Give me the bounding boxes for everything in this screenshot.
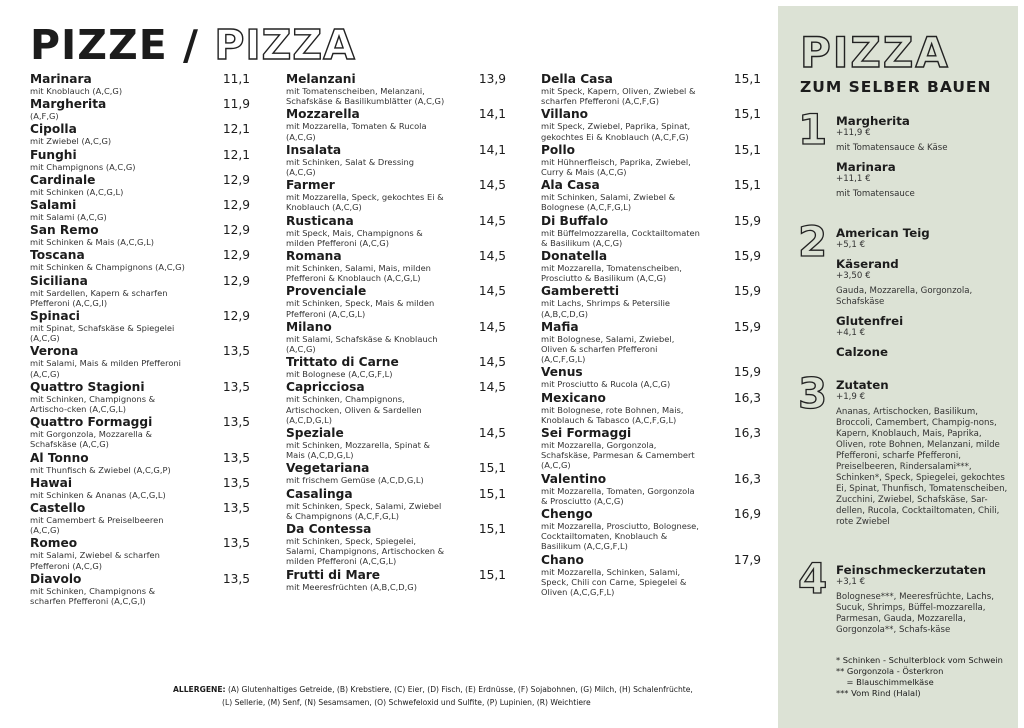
build-step (798, 554, 1013, 642)
menu-item (541, 553, 761, 598)
menu-item (30, 415, 250, 449)
item-name: Insalata (286, 142, 342, 157)
item-price: 15,9 (733, 365, 761, 380)
item-description: mit Gorgonzola, Mozzarella & Schafskäse (A,C,G) (30, 429, 152, 450)
item-name: Romana (286, 249, 342, 264)
item-description: mit Schinken, Salat & Dressing (A,C,G) (286, 156, 415, 178)
item-name: Castello (30, 501, 86, 516)
menu-column-3 (541, 72, 761, 598)
menu-item (286, 568, 506, 592)
item-description: mit Schinken, Salami, Mais, milden Pfefferoni & Knoblauch (A,C,G,L) (286, 263, 431, 284)
item-price: 12,1 (222, 122, 250, 137)
menu-item (541, 143, 761, 177)
menu-column-1 (30, 72, 250, 607)
item-description: mit Bolognese, rote Bohnen, Mais, Knoblauch & Tabasco (A,C,F,G,L) (541, 404, 684, 425)
item-price: 12,9 (222, 273, 250, 288)
item-description: mit Büffelmozzarella, Cocktailtomaten & Basilikum (A,C,G) (541, 227, 700, 248)
item-name: Ala Casa (541, 178, 600, 193)
item-description: mit Schinken & Mais (A,C,G,L) (30, 237, 154, 248)
item-description: mit Speck, Kapern, Oliven, Zwiebel & scharfen Pfefferoni (A,C,F,G) (541, 86, 696, 107)
step-option (836, 378, 1013, 528)
menu-item (541, 320, 761, 365)
item-name: Da Contessa (286, 522, 372, 537)
option-price: +1,9 € (836, 392, 866, 402)
item-price: 14,5 (478, 249, 506, 264)
item-name: Spinaci (30, 309, 80, 324)
item-description: mit Mozzarella, Schinken, Salami, Speck, Chili con Carne, Spiegelei & Oliven (A,C,G,F,L) (541, 566, 687, 598)
item-description: mit Speck, Mais, Champignons & milden Pfefferoni (A,C,G) (286, 227, 423, 248)
menu-item (541, 249, 761, 283)
step-options (836, 226, 1013, 359)
item-price: 13,5 (222, 344, 250, 359)
item-price: 14,1 (478, 142, 506, 157)
item-description: mit Salami, Zwiebel & scharfen Pfefferoni (A,C,G) (30, 550, 160, 571)
menu-item (30, 198, 250, 222)
option-name: Käserand (836, 257, 899, 271)
item-description: mit Salami, Schafskäse & Knoblauch (A,C,G) (286, 333, 438, 355)
item-price: 17,9 (733, 552, 761, 567)
item-price: 16,3 (733, 390, 761, 405)
item-description: mit Bolognese, Salami, Zwiebel, Oliven & scharfen Pfefferoni (A,C,F,G,L) (541, 333, 675, 365)
menu-item (541, 472, 761, 506)
step-options (836, 114, 1013, 200)
item-name: Casalinga (286, 486, 353, 501)
item-name: Sei Formaggi (541, 426, 632, 441)
item-description: mit Camembert & Preiselbeeren (A,C,G) (30, 515, 164, 536)
item-price: 15,1 (733, 72, 761, 86)
allergen-line-2: (L) Sellerie, (M) Senf, (N) Sesamsamen, (O) Schwefeloxid und Sulfite, (P) Lupinien, (R) Weichtiere (222, 697, 591, 707)
step-option (836, 226, 1013, 251)
option-name: Glutenfrei (836, 314, 904, 328)
item-name: Chano (541, 552, 584, 567)
menu-column-2 (286, 72, 506, 593)
item-name: Quattro Formaggi (30, 415, 153, 430)
option-description: Gauda, Mozzarella, Gorgonzola, Schafskäse (836, 286, 973, 307)
item-name: Toscana (30, 248, 85, 263)
menu-item (286, 249, 506, 283)
option-name: Margherita (836, 114, 910, 128)
item-description: mit frischem Gemüse (A,C,D,G,L) (286, 475, 424, 486)
item-name: Donatella (541, 249, 608, 264)
item-price: 13,5 (222, 536, 250, 551)
item-description: mit Thunfisch & Zwiebel (A,C,G,P) (30, 464, 171, 475)
page-title (30, 22, 356, 68)
item-description: mit Schinken (A,C,G,L) (30, 186, 124, 197)
item-price: 14,5 (478, 380, 506, 395)
item-price: 15,1 (478, 486, 506, 501)
item-description: mit Schinken, Champignons & Artischo-cken (A,C,G,L) (30, 393, 156, 415)
menu-item (30, 476, 250, 500)
option-price: +5,1 € (836, 240, 866, 250)
item-name: Al Tonno (30, 450, 89, 465)
menu-item (286, 72, 506, 106)
menu-item (541, 507, 761, 552)
menu-item (30, 72, 250, 96)
menu-item (30, 572, 250, 606)
item-name: Della Casa (541, 72, 613, 86)
menu-item (286, 143, 506, 177)
item-price: 16,3 (733, 471, 761, 486)
item-price: 15,9 (733, 319, 761, 334)
item-description: mit Schinken, Speck, Spiegelei, Salami, Champignons, Artischocken & milden Pfefferoni (A,C,G,L) (286, 536, 445, 567)
option-name: Calzone (836, 345, 889, 359)
item-description: mit Schinken, Salami, Zwiebel & Bolognese (A,C,F,G,L) (541, 192, 676, 213)
menu-item (286, 522, 506, 567)
option-name: Zutaten (836, 378, 889, 392)
menu-item (30, 223, 250, 247)
item-name: Di Buffalo (541, 213, 609, 228)
item-price: 14,5 (478, 355, 506, 370)
item-name: Funghi (30, 147, 77, 162)
item-price: 16,3 (733, 426, 761, 441)
menu-item (541, 178, 761, 212)
item-price: 15,1 (478, 522, 506, 537)
option-description: Ananas, Artischocken, Basilikum, Broccoli, Camembert, Champig-nons, Kapern, Knoblauch, Mais, Paprika, Oliven, rote Bohnen, Melanzani, milde Pfefferoni, scharfe Pfefferoni, Preiselbeeren, Rindersalami***, Schinken*, Speck, Spiegelei, gekochtes Ei, Spinat, Thunfisch, Tomatenscheiben, Zucchini, Zwiebel, Schafskäse, Sar-dellen, Rucola, Cocktailtomaten, Chili, rote Zwiebel (836, 407, 1008, 527)
step-option (836, 160, 1013, 200)
item-description: mit Champignons (A,C,G) (30, 161, 136, 172)
panel-title: PIZZA (800, 28, 950, 77)
item-price: 15,9 (733, 284, 761, 299)
item-price: 13,5 (222, 450, 250, 465)
item-price: 14,5 (478, 213, 506, 228)
footnote-line: *** Vom Rind (Halal) (836, 688, 921, 698)
item-price: 12,1 (222, 147, 250, 162)
item-description: mit Speck, Zwiebel, Paprika, Spinat, gekochtes Ei & Knoblauch (A,C,F,G) (541, 121, 691, 142)
item-description: (A,F,G) (30, 111, 59, 122)
menu-item (30, 97, 250, 121)
item-name: Cardinale (30, 172, 96, 187)
menu-item (541, 284, 761, 318)
panel-subtitle: ZUM SELBER BAUEN (800, 78, 992, 96)
step-option (836, 563, 1013, 636)
item-price: 14,1 (478, 107, 506, 122)
item-name: Mafia (541, 319, 579, 334)
menu-item (286, 380, 506, 425)
item-name: Speziale (286, 426, 344, 441)
item-price: 11,9 (222, 97, 250, 112)
item-description: mit Mozzarella, Tomaten, Gorgonzola & Prosciutto (A,C,G) (541, 485, 695, 506)
item-price: 16,9 (733, 507, 761, 522)
item-price: 15,1 (478, 461, 506, 476)
item-name: Villano (541, 107, 589, 122)
step-option (836, 114, 1013, 154)
item-name: Milano (286, 319, 332, 334)
item-name: Quattro Stagioni (30, 379, 145, 394)
item-description: mit Mozzarella, Speck, gekochtes Ei & Knoblauch (A,C,G) (286, 192, 444, 213)
menu-item (30, 173, 250, 197)
menu-item (541, 107, 761, 141)
item-name: Cipolla (30, 122, 77, 137)
item-price: 14,5 (478, 178, 506, 193)
item-price: 13,5 (222, 571, 250, 586)
item-price: 13,5 (222, 501, 250, 516)
item-name: Venus (541, 365, 583, 380)
build-step (798, 369, 1013, 534)
option-name: Marinara (836, 160, 896, 174)
item-name: Frutti di Mare (286, 567, 381, 582)
menu-item (286, 426, 506, 460)
item-price: 14,5 (478, 426, 506, 441)
allergen-legend (173, 684, 713, 709)
menu-item (30, 536, 250, 570)
step-option (836, 257, 1013, 308)
step-number: 2 (798, 217, 828, 266)
item-name: Melanzani (286, 72, 356, 86)
item-description: mit Hühnerfleisch, Paprika, Zwiebel, Curry & Mais (A,C,G) (541, 156, 691, 178)
step-number: 1 (798, 105, 828, 154)
menu-item (541, 214, 761, 248)
item-name: Margherita (30, 97, 107, 112)
menu-item (541, 72, 761, 106)
build-your-own-panel (778, 6, 1018, 728)
item-price: 12,9 (222, 198, 250, 213)
item-price: 15,1 (733, 178, 761, 193)
item-name: Siciliana (30, 273, 88, 288)
option-name: American Teig (836, 226, 930, 240)
item-price: 12,9 (222, 223, 250, 238)
option-price: +4,1 € (836, 328, 866, 338)
menu-item (30, 380, 250, 414)
menu-item (30, 501, 250, 535)
footnote-line: = Blauschimmelkäse (836, 677, 934, 687)
item-description: mit Mozzarella, Tomatenscheiben, Prosciutto & Basilikum (A,C,G) (541, 263, 682, 284)
item-description: mit Salami, Mais & milden Pfefferoni (A,C,G) (30, 358, 181, 379)
item-price: 13,5 (222, 415, 250, 430)
item-name: Verona (30, 344, 79, 359)
item-description: mit Schinken, Speck, Salami, Zwiebel & Champignons (A,C,F,G,L) (286, 500, 442, 521)
item-description: mit Schinken & Ananas (A,C,G,L) (30, 489, 166, 500)
item-name: Provenciale (286, 284, 367, 299)
step-option (836, 345, 1013, 359)
item-name: Chengo (541, 507, 593, 522)
title-solid: PIZZE / (30, 21, 200, 69)
item-description: mit Lachs, Shrimps & Petersilie (A,B,C,D,G) (541, 298, 670, 319)
item-name: Capricciosa (286, 380, 365, 395)
item-description: mit Bolognese (A,C,G,F,L) (286, 369, 393, 380)
item-name: Vegetariana (286, 461, 370, 476)
item-description: mit Schinken, Champignons, Artischocken, Oliven & Sardellen (A,C,D,G,L) (286, 394, 422, 425)
step-options (836, 563, 1013, 636)
item-price: 13,5 (222, 475, 250, 490)
option-price: +11,1 € (836, 174, 871, 184)
option-description: mit Tomatensauce & Käse (836, 143, 948, 153)
item-price: 12,9 (222, 248, 250, 263)
item-name: Farmer (286, 178, 335, 193)
item-description: mit Schinken, Mozzarella, Spinat & Mais (A,C,D,G,L) (286, 440, 430, 461)
item-price: 14,5 (478, 284, 506, 299)
menu-item (30, 122, 250, 146)
item-description: mit Schinken & Champignons (A,C,G) (30, 262, 185, 273)
item-description: mit Prosciutto & Rucola (A,C,G) (541, 379, 671, 390)
item-name: Salami (30, 198, 77, 213)
menu-item (286, 487, 506, 521)
item-name: Pollo (541, 142, 576, 157)
item-price: 12,9 (222, 172, 250, 187)
item-description: mit Mozzarella, Prosciutto, Bolognese, Cocktailtomaten, Knoblauch & Basilikum (A,C,G,F,L) (541, 521, 699, 552)
title-outline: PIZZA (214, 21, 356, 69)
item-description: mit Sardellen, Kapern & scharfen Pfefferoni (A,C,G,I) (30, 287, 168, 308)
menu-item (286, 320, 506, 354)
menu-item (286, 214, 506, 248)
item-description: mit Knoblauch (A,C,G) (30, 86, 123, 96)
menu-item (30, 274, 250, 308)
item-description: mit Mozzarella, Gorgonzola, Schafskäse, Parmesan & Camembert (A,C,G) (541, 440, 695, 471)
item-price: 14,5 (478, 319, 506, 334)
footnote-line: * Schinken - Schulterblock vom Schwein (836, 655, 1003, 665)
item-name: Romeo (30, 536, 78, 551)
allergen-label: ALLERGENE: (173, 685, 226, 694)
allergen-line-1: (A) Glutenhaltiges Getreide, (B) Krebstiere, (C) Eier, (D) Fisch, (E) Erdnüsse, (F) Sojabohnen, (G) Milch, (H) Schalenfrüchte, (228, 685, 693, 694)
item-price: 15,9 (733, 213, 761, 228)
item-name: Rusticana (286, 213, 354, 228)
step-number: 4 (798, 554, 828, 603)
item-name: Gamberetti (541, 284, 620, 299)
item-price: 12,9 (222, 309, 250, 324)
item-name: Diavolo (30, 571, 82, 586)
menu-item (541, 365, 761, 389)
menu-item (30, 248, 250, 272)
item-description: mit Schinken, Speck, Mais & milden Pfefferoni (A,C,G,L) (286, 298, 435, 319)
item-name: Mozzarella (286, 107, 360, 122)
item-name: Marinara (30, 72, 92, 86)
option-price: +3,1 € (836, 577, 866, 587)
menu-item (286, 107, 506, 141)
item-name: San Remo (30, 223, 99, 238)
item-description: mit Tomatenscheiben, Melanzani, Schafskäse & Basilikumblätter (A,C,G) (286, 86, 445, 107)
option-price: +3,50 € (836, 271, 871, 281)
menu-item (286, 461, 506, 485)
item-price: 15,1 (478, 567, 506, 582)
item-description: mit Mozzarella, Tomaten & Rucola (A,C,G) (286, 121, 427, 142)
build-step (798, 105, 1013, 206)
menu-item (286, 284, 506, 318)
step-option (836, 314, 1013, 339)
footnotes (836, 655, 1003, 699)
item-name: Mexicano (541, 390, 606, 405)
item-price: 15,9 (733, 249, 761, 264)
menu-item (30, 451, 250, 475)
item-name: Hawai (30, 475, 73, 490)
item-price: 15,1 (733, 142, 761, 157)
build-step (798, 217, 1013, 365)
item-description: mit Salami (A,C,G) (30, 212, 107, 223)
item-description: mit Meeresfrüchten (A,B,C,D,G) (286, 581, 417, 592)
menu-item (541, 426, 761, 471)
option-name: Feinschmeckerzutaten (836, 563, 986, 577)
item-price: 11,1 (222, 72, 250, 86)
item-price: 13,9 (478, 72, 506, 86)
footnote-line: ** Gorgonzola - Österkron (836, 666, 944, 676)
step-number: 3 (798, 369, 828, 418)
option-description: Bolognese***, Meeresfrüchte, Lachs, Sucuk, Shrimps, Büffel-mozzarella, Parmesan, Gauda, Mozzarella, Gorgonzola**, Schafs-käse (836, 592, 994, 635)
item-description: mit Zwiebel (A,C,G) (30, 136, 112, 147)
menu-item (30, 344, 250, 378)
menu-item (30, 148, 250, 172)
item-name: Trittato di Carne (286, 355, 399, 370)
item-price: 15,1 (733, 107, 761, 122)
option-description: mit Tomatensauce (836, 189, 915, 199)
item-description: mit Schinken, Champignons & scharfen Pfefferoni (A,C,G,I) (30, 585, 156, 607)
item-description: mit Spinat, Schafskäse & Spiegelei (A,C,G) (30, 323, 175, 344)
step-options (836, 378, 1013, 528)
menu-item (30, 309, 250, 343)
menu-item (541, 391, 761, 425)
option-price: +11,9 € (836, 128, 871, 138)
menu-item (286, 355, 506, 379)
item-price: 13,5 (222, 379, 250, 394)
menu-item (286, 178, 506, 212)
item-name: Valentino (541, 471, 607, 486)
